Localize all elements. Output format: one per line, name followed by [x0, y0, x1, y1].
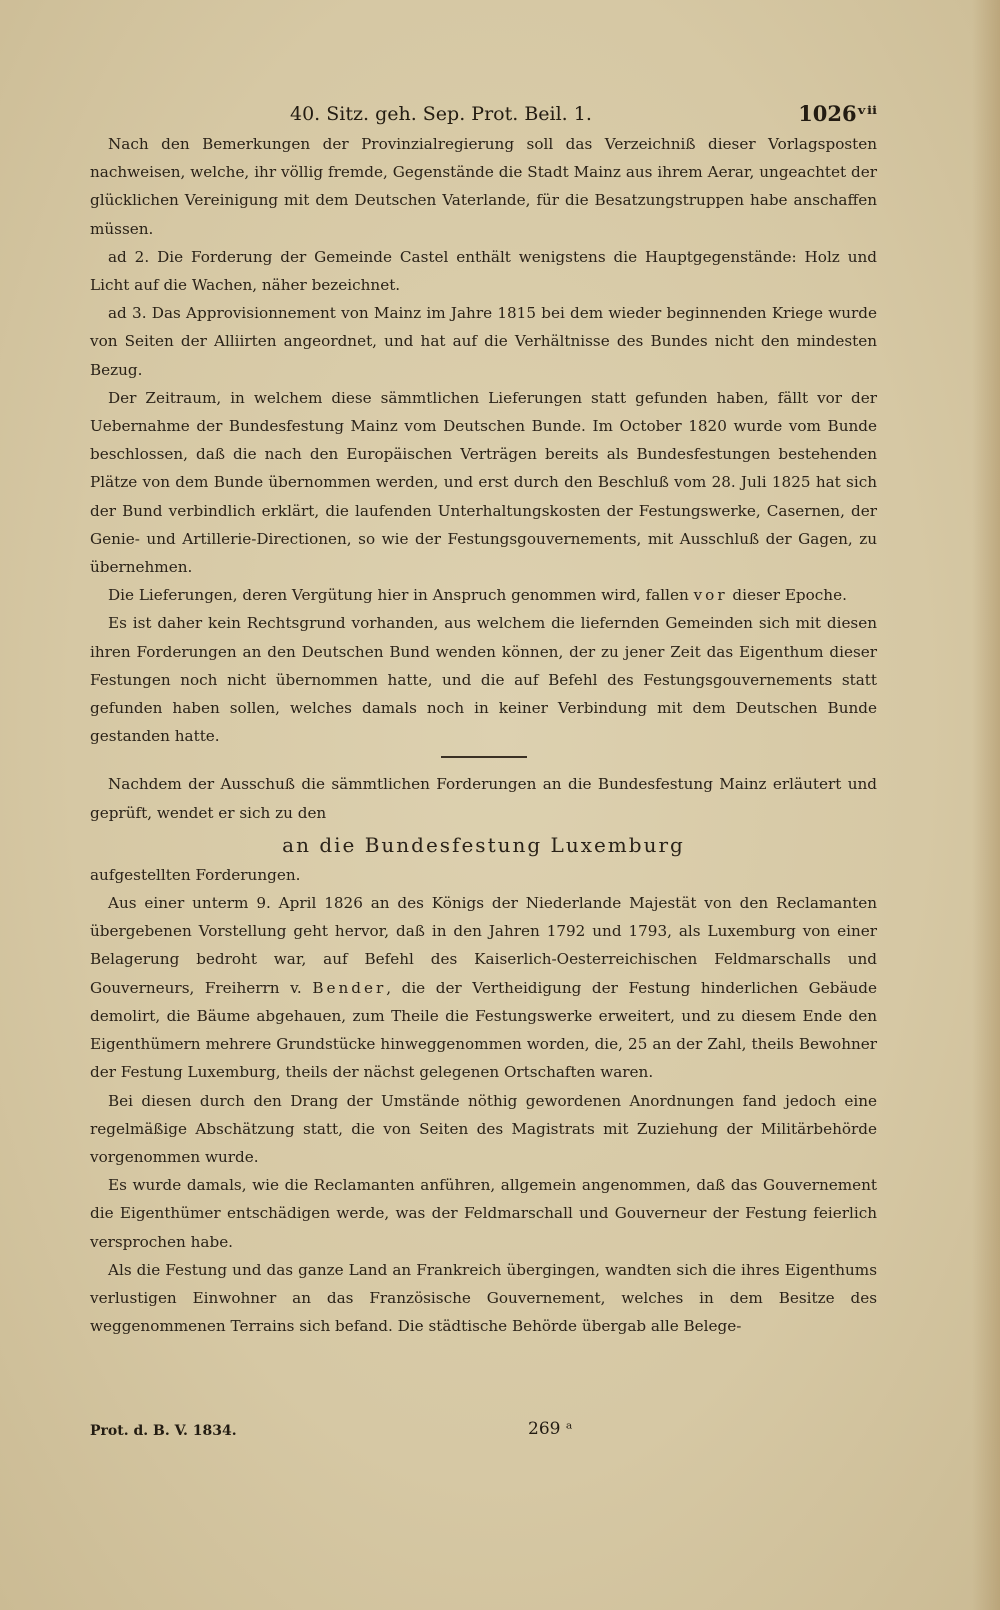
running-header [90, 100, 877, 130]
paragraph-9 [90, 889, 877, 1086]
paragraph-1: Nach den Bemerkungen der Provinzialregierung soll das Verzeichniß dieser Vorlagsposten nachweisen, welche, ihr völlig fremde, Gegenstände die Stadt Mainz aus ihrem Aerar, ungeachtet der glücklichen Vereinigung mit dem Deutschen Vaterlande, für die Besatzungstruppen habe anschaffen müssen. [90, 135, 877, 238]
section-heading: an die Bundesfestung Luxemburg [282, 832, 685, 857]
paragraph-6: Es ist daher kein Rechtsgrund vorhanden, aus welchem die liefernden Gemeinden sich mit diesen ihren Forderungen an den Deutschen Bund wenden können, der zu jener Zeit das Eigenthum dieser Festungen noch nicht übernommen hatte, und die auf Befehl des Festungsgouvernements statt gefunden haben sollen, welches damals noch in keiner Verbindung mit dem Deutschen Bunde gestanden hatte. [90, 614, 877, 746]
footer-page-number: 269 ᵃ [528, 1419, 573, 1439]
paragraph-3: ad 3. Das Approvisionnement von Mainz im Jahre 1815 bei dem wieder beginnenden Kriege wurde von Seiten der Alliirten angeordnet, und hat auf die Verhältnisse des Bundes nicht den mindesten Bezug. [90, 304, 877, 379]
paragraph-5 [90, 581, 877, 609]
paragraph-7: Nachdem der Ausschuß die sämmtlichen Forderungen an die Bundesfestung Mainz erläutert und geprüft, wendet er sich zu den [90, 775, 877, 822]
paragraph-5-part-a: Die Lieferungen, deren Vergütung hier in Anspruch genommen wird, fallen [108, 586, 694, 605]
page-content [90, 100, 877, 1340]
footer-citation: Prot. d. B. V. 1834. [90, 1423, 237, 1439]
paragraph-11: Es wurde damals, wie die Reclamanten anführen, allgemein angenommen, daß das Gouvernement die Eigenthümer entschädigen werde, was der Feldmarschall und Gouverneur der Festung feierlich versprochen habe. [90, 1176, 877, 1251]
paragraph-5-emphasis: vor [693, 586, 728, 605]
header-page-number: 1026ᵛⁱⁱ [798, 101, 877, 126]
header-title: 40. Sitz. geh. Sep. Prot. Beil. 1. [290, 103, 592, 125]
paragraph-9-part-c: , die der Vertheidigung der Festung hinderlichen Gebäude demolirt, die Bäume abgehauen, zum Theile die Festungswerke erweitert, und zu diesem Ende den Eigenthümern mehrere Grundstücke hinweggenommen worden, die, 25 an der Zahl, theils Bewohner der Festung Luxemburg, theils der nächst gelegenen Ortschaften waren. [90, 978, 877, 1082]
paragraph-4: Der Zeitraum, in welchem diese sämmtlichen Lieferungen statt gefunden haben, fällt vor der Uebernahme der Bundesfestung Mainz vom Deutschen Bunde. Im October 1820 wurde vom Bunde beschlossen, daß die nach den Europäischen Verträgen bereits als Bundesfestungen bestehenden Plätze von dem Bunde übernommen werden, und erst durch den Beschluß vom 28. Juli 1825 hat sich der Bund verbindlich erklärt, die laufenden Unterhaltungskosten der Festungswerke, Casernen, der Genie- und Artillerie-Directionen, so wie der Festungsgouvernements, mit Ausschluß der Gagen, zu übernehmen. [90, 388, 877, 577]
paragraph-9-part-a: Aus einer unterm 9. April 1826 an des Königs der Niederlande Majestät von den Reclamanten übergebenen Vorstellung geht hervor, daß in den Jahren 1792 und 1793, als Luxemburg von einer Belagerung bedroht war, auf Befehl des Kaiserlich-Oesterreichischen Feldmarschalls und Gouverneurs, Freiherrn v. [90, 894, 877, 997]
paragraph-12: Als die Festung und das ganze Land an Frankreich übergingen, wandten sich die ihres Eigenthums verlustigen Einwohner an das Französische Gouvernement, welches in dem Besitze des weggenommenen Terrains sich befand. Die städtische Behörde übergab alle Belege- [90, 1260, 877, 1336]
paragraph-8: aufgestellten Forderungen. [90, 865, 301, 884]
paragraph-5-part-c: dieser Epoche. [727, 586, 847, 605]
page-edge-shadow [972, 0, 1000, 1610]
paragraph-9-name: Bender [312, 978, 387, 997]
paragraph-2: ad 2. Die Forderung der Gemeinde Castel enthält wenigstens die Hauptgegenstände: Holz und Licht auf die Wachen, näher bezeichnet. [90, 247, 877, 295]
paragraph-10: Bei diesen durch den Drang der Umstände nöthig gewordenen Anordnungen fand jedoch eine regelmäßige Abschätzung statt, die von Seiten des Magistrats mit Zuziehung der Militärbehörde vorgenommen wurde. [90, 1091, 877, 1166]
section-divider [441, 756, 527, 758]
page-footer [90, 1419, 877, 1447]
